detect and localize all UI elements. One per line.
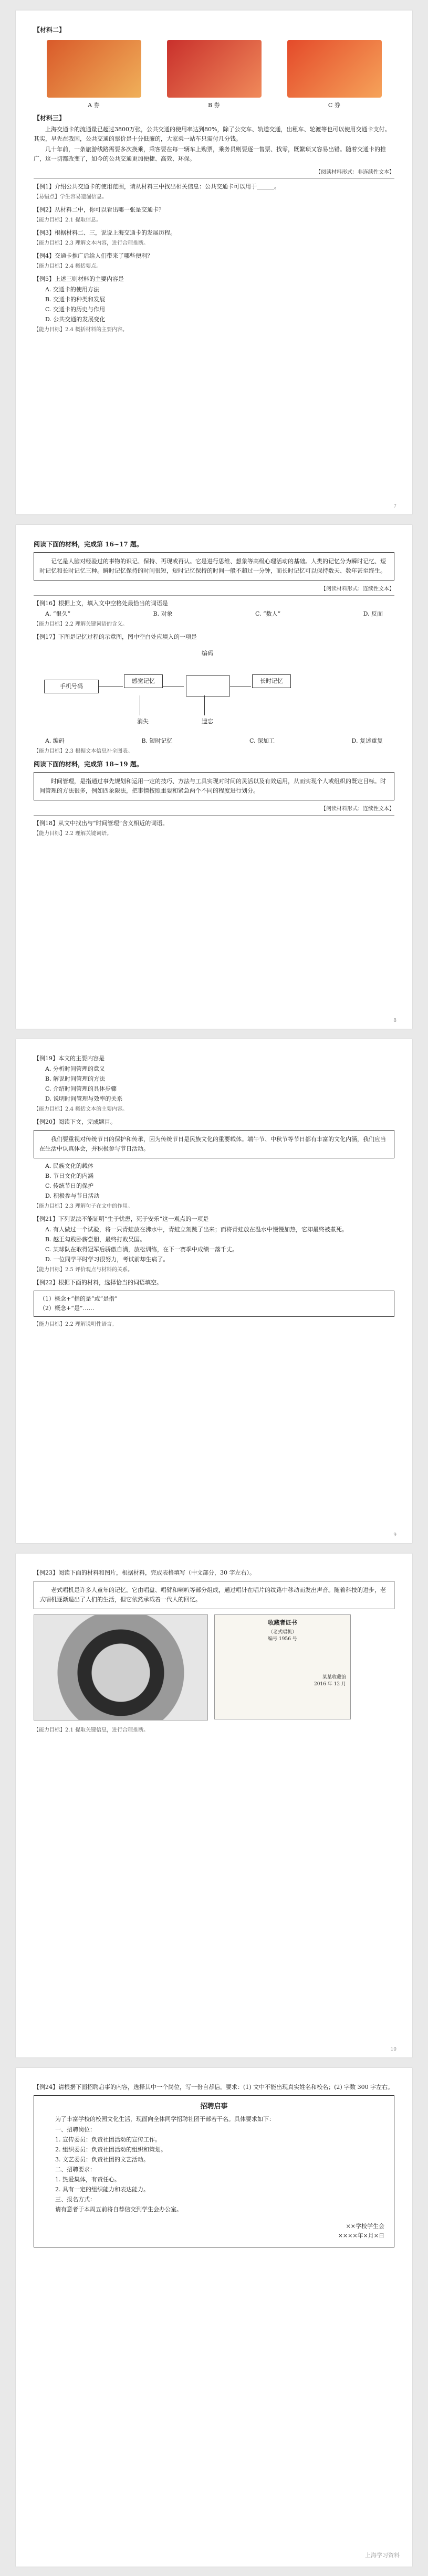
flow-long: 长时记忆 [252,674,291,688]
passage: 记忆是人脑对经验过的事物的识记、保持、再现或再认。它是进行思维、想象等高级心理活动的基础。人类的记忆分为瞬时记忆、短时记忆和长时记忆三种。瞬时记忆保持的时间很短，短时记忆保持的时间一般不超过一分钟，而长时记忆可以保持数天、数年甚至终生。 [39,558,386,574]
notice-item: 三、报名方式： [55,2196,96,2203]
page-number: 10 [390,2047,396,2052]
question-17: 【例17】下图是记忆过程的示意图，图中空白处应填入的一项是 [34,634,197,640]
footer-tag: 【阅读材料形式：非连续性文本】 [34,168,394,179]
passage-2: 时间管理，是指通过事先规划和运用一定的技巧、方法与工具实现对时间的灵活以及有效运用，从而实现个人或组织的既定目标。时间管理的方法很多，例如四象限法，把事情按照重要和紧急两个不同的程度进行划分。 [39,778,386,794]
material2-title: 【材料二】 [34,26,66,34]
flow-blank-box [186,675,230,696]
flow-encode: 编码 [191,647,224,660]
option: A. 编码 [45,737,65,744]
ticket-c-label: C 券 [328,102,340,109]
question-5-answer: 【能力目标】2.4 概括材料的主要内容。 [34,327,128,333]
notice-item: 二、招聘要求： [55,2166,96,2173]
certificate-image [214,1614,351,1719]
option: C. 交通卡的历史与作用 [45,306,106,313]
question-16-answer: 【能力目标】2.2 理解关键词语的含义。 [34,621,128,627]
watermark: 上海学习资料 [365,2552,400,2559]
question-4: 【例4】交通卡推广后给人们带来了哪些便利？ [34,252,153,259]
flow-fade: 消失 [128,715,158,728]
question-5: 【例5】上述三则材料的主要内容是 [34,276,124,282]
question-19-answer: 【能力目标】2.4 概括文本的主要内容。 [34,1106,128,1112]
material3-title: 【材料三】 [34,114,66,122]
notice-item: 3. 文艺委员：负责社团的文艺活动。 [55,2156,149,2163]
question-22: 【例22】根据下面的材料，选择恰当的词语填空。 [34,1279,162,1286]
passage: 老式唱机是许多人童年的记忆。它由唱盘、唱臂和喇叭等部分组成，通过唱针在唱片的纹路中移动而发出声音。随着科技的进步，老式唱机逐渐退出了人们的生活，但它依然承载着一代人的回忆。 [39,1587,386,1603]
option: D. 复述重复 [351,737,383,744]
ticket-b-label: B 券 [207,102,220,109]
record-player-image [34,1614,208,1720]
page-5 [16,2068,412,2567]
question-17-answer: 【能力目标】2.3 根据文本信息补全图表。 [34,748,133,754]
option: C. 某球队在取得冠军后骄傲自满，放松训练，在下一赛季中成绩一落千丈。 [45,1246,238,1253]
footer-tag-2: 【阅读材料形式：连续性文本】 [34,805,394,816]
question-21-answer: 【能力目标】2.5 评价观点与材料的关系。 [34,1267,133,1273]
material3-para2: 几十年前，一条旅游线路需要多次换乘，乘客要在每一辆车上购票，乘务员则要逐一售票、找零，既繁琐又容易出错。随着交通卡的推广，这一切都改变了，如今的公共交通更加便捷、高效、环保。 [34,146,386,162]
option: C. 传统节日的保护 [45,1183,94,1189]
flow-input: 手机号码 [44,680,99,693]
question-22-answer: 【能力目标】2.2 理解说明性语言。 [34,1322,118,1327]
page-3 [16,1039,412,1543]
certificate-line: 某某收藏馆 [322,1675,346,1680]
question-23-answer: 【能力目标】2.1 提取关键信息，进行合理推断。 [34,1727,149,1733]
option: D. 公共交通的发展变化 [45,316,106,323]
certificate-line: 2016 年 12 月 [314,1682,346,1687]
option: A. “很久” [45,610,71,617]
reading-title-2: 阅读下面的材料，完成第 18~19 题。 [34,761,143,768]
option: C. “数人” [255,610,281,617]
option: B. 节日文化的内涵 [45,1173,94,1179]
certificate-title: 收藏者证书 [268,1619,297,1626]
question-1-note: 【易错点】学生容易遗漏信息。 [34,194,107,200]
footer-tag: 【阅读材料形式：连续性文本】 [34,585,394,596]
flow-sense: 感觉记忆 [124,674,163,688]
page-4 [16,1554,412,2057]
certificate-line: 编号 1956 号 [268,1637,297,1642]
page-2 [16,525,412,1029]
ticket-a-image [47,40,141,98]
ticket-c-image [287,40,382,98]
certificate-line: （老式唱机） [268,1630,297,1635]
question-23: 【例23】阅读下面的材料和图片，根据材料，完成表格填写（中文部分，30 字左右）。 [34,1569,255,1576]
material3-para1: 上海交通卡的流通量已超过3800万张，公共交通的使用率达到80%，除了公交车、轨道交通，出租车、轮渡等也可以使用交通卡支付。其实，早先在我国，公共交通的票价是十分低廉的，大家乘一站车只需付几分钱。 [34,126,391,142]
option: D. 一位同学平时学习很努力，考试前却生病了。 [45,1256,169,1263]
option: C. 介绍时间管理的具体步骤 [45,1085,117,1092]
question-4-answer: 【能力目标】2.4 概括要点。 [34,263,102,269]
option: A. 交通卡的使用方法 [45,286,99,293]
option: A. 民族文化的载体 [45,1163,93,1169]
question-24: 【例24】请根据下面招聘启事的内容，选择其中一个岗位，写一份自荐信。要求：(1) 文中不能出现真实姓名和校名；(2) 字数 300 字左右。 [34,2084,394,2091]
notice-item: 2. 具有一定的组织能力和表达能力。 [55,2186,149,2193]
notice-intro: 为了丰富学校的校园文化生活，现面向全体同学招聘社团干部若干名。具体要求如下： [55,2116,275,2123]
box-text: 我们要重视对传统节日的保护和传承，因为传统节日是民族文化的重要载体。端午节、中秋节等节日都有丰富的文化内涵，我们应当在生活中认真体会，并积极参与节日活动。 [39,1136,386,1152]
notice-sign: ××学校学生会 [346,2223,384,2230]
memory-flow-diagram [34,647,394,731]
page-1 [16,10,412,514]
reading-title: 阅读下面的材料，完成第 16~17 题。 [34,541,143,548]
option: A. 有人做过一个试验，将一只青蛙放在沸水中，青蛙立刻跳了出来；而将青蛙放在温水中慢慢加热，它却最终被煮死。 [45,1226,348,1233]
question-20-answer: 【能力目标】2.3 理解句子在文中的作用。 [34,1203,133,1209]
page-number: 9 [393,1533,396,1538]
question-16: 【例16】根据上文，填入文中空格处最恰当的词语是 [34,600,168,607]
option: D. 积极参与节日活动 [45,1192,100,1199]
question-2-answer: 【能力目标】2.1 提取信息。 [34,217,102,223]
definition-line-1: （1）概念+“指的是”或“是指” [39,1295,118,1302]
notice-title: 招聘启事 [200,2103,228,2110]
option: A. 分析时间管理的意义 [45,1065,105,1072]
notice-item: 一、招聘岗位： [55,2126,96,2133]
definition-line-2: （2）概念+“是”…… [39,1305,95,1312]
option: D. 反面 [363,610,383,617]
question-3: 【例3】根据材料二、三，说说上海交通卡的发展历程。 [34,229,176,236]
flow-forget: 遗忘 [193,715,222,728]
option: B. 越王勾践卧薪尝胆，最终打败吴国。 [45,1236,146,1243]
question-18-answer: 【能力目标】2.2 理解关键词语。 [34,831,112,837]
option: B. 解说时间管理的方法 [45,1075,106,1082]
question-21: 【例21】下列说法不能证明“生于忧患，死于安乐”这一观点的一项是 [34,1216,209,1222]
option: B. 短时记忆 [141,737,173,744]
page-number: 8 [393,1018,396,1023]
option: B. 对象 [153,610,173,617]
photo-row [34,1614,394,1720]
question-2: 【例2】从材料二中，你可以看出哪一张是交通卡？ [34,206,164,213]
notice-item: 2. 组织委员：负责社团活动的组织和策划。 [55,2146,166,2153]
notice-item: 1. 宣传委员：负责社团活动的宣传工作。 [55,2136,161,2143]
option: C. 深加工 [249,737,275,744]
notice-date: ××××年×月×日 [338,2232,384,2239]
notice-item: 请有意者于本周五前将自荐信交到学生会办公室。 [55,2206,182,2213]
question-1: 【例1】介绍公共交通卡的使用范围，请从材料三中找出相关信息：公共交通卡可以用于＿＿＿。 [34,183,280,190]
ticket-a-label: A 券 [88,102,100,109]
ticket-b-image [167,40,262,98]
ticket-images [34,40,394,98]
question-18: 【例18】从文中找出与“时间管理”含义相近的词语。 [34,820,169,827]
question-19: 【例19】本文的主要内容是 [34,1055,105,1062]
option: B. 交通卡的种类和发展 [45,296,106,303]
question-20: 【例20】阅读下文，完成题目。 [34,1118,116,1125]
page-number: 7 [393,504,396,509]
option: D. 说明时间管理与效率的关系 [45,1095,123,1102]
question-3-answer: 【能力目标】2.3 理解文本内容，进行合理推断。 [34,240,149,246]
notice-item: 1. 热爱集体，有责任心。 [55,2176,120,2183]
